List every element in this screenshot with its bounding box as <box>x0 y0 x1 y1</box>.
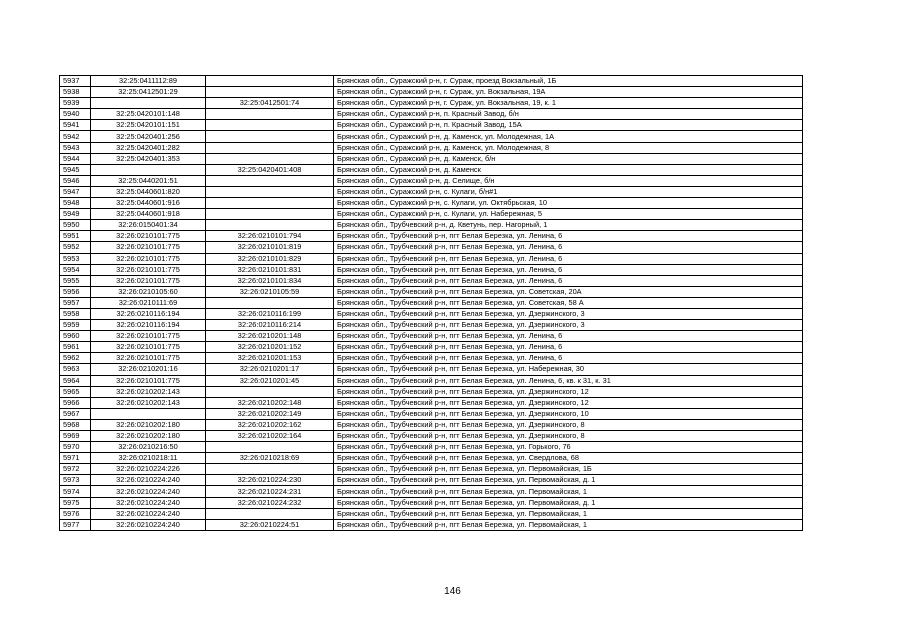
building-cadastral-number-cell <box>206 386 334 397</box>
parcel-cadastral-number-cell: 32:26:0210224:240 <box>91 497 206 508</box>
row-number-cell: 5975 <box>60 497 91 508</box>
building-cadastral-number-cell <box>206 297 334 308</box>
parcel-cadastral-number-cell: 32:26:0150401:34 <box>91 220 206 231</box>
parcel-cadastral-number-cell: 32:25:0440601:820 <box>91 186 206 197</box>
address-cell: Брянская обл., Трубчевский р-н, пгт Белая Березка, ул. Ленина, 6 <box>334 275 803 286</box>
building-cadastral-number-cell: 32:26:0210202:149 <box>206 408 334 419</box>
parcel-cadastral-number-cell: 32:26:0210116:194 <box>91 320 206 331</box>
building-cadastral-number-cell: 32:26:0210202:164 <box>206 431 334 442</box>
address-cell: Брянская обл., Трубчевский р-н, пгт Белая Березка, ул. Горького, 76 <box>334 442 803 453</box>
table-row <box>60 386 803 397</box>
parcel-cadastral-number-cell <box>91 164 206 175</box>
building-cadastral-number-cell: 32:26:0210224:231 <box>206 486 334 497</box>
table-row <box>60 375 803 386</box>
address-cell: Брянская обл., Трубчевский р-н, пгт Белая Березка, ул. Ленина, 6 <box>334 264 803 275</box>
address-cell: Брянская обл., Трубчевский р-н, пгт Белая Березка, ул. Дзержинского, 12 <box>334 386 803 397</box>
building-cadastral-number-cell: 32:26:0210201:17 <box>206 364 334 375</box>
row-number-cell: 5964 <box>60 375 91 386</box>
row-number-cell: 5967 <box>60 408 91 419</box>
table-row <box>60 353 803 364</box>
table-row <box>60 120 803 131</box>
row-number-cell: 5937 <box>60 76 91 87</box>
address-cell: Брянская обл., Суражский р-н, с. Кулаги, ул. Октябрьская, 10 <box>334 198 803 209</box>
row-number-cell: 5961 <box>60 342 91 353</box>
parcel-cadastral-number-cell: 32:26:0210224:226 <box>91 464 206 475</box>
parcel-cadastral-number-cell: 32:26:0210224:240 <box>91 519 206 530</box>
address-cell: Брянская обл., Трубчевский р-н, пгт Белая Березка, ул. Дзержинского, 3 <box>334 308 803 319</box>
parcel-cadastral-number-cell: 32:26:0210111:69 <box>91 297 206 308</box>
address-cell: Брянская обл., Трубчевский р-н, д. Кветунь, пер. Нагорный, 1 <box>334 220 803 231</box>
address-cell: Брянская обл., Трубчевский р-н, пгт Белая Березка, ул. Ленина, 6 <box>334 342 803 353</box>
table-row <box>60 87 803 98</box>
row-number-cell: 5953 <box>60 253 91 264</box>
parcel-cadastral-number-cell: 32:26:0210101:775 <box>91 264 206 275</box>
table-row <box>60 331 803 342</box>
parcel-cadastral-number-cell: 32:26:0210201:16 <box>91 364 206 375</box>
building-cadastral-number-cell: 32:26:0210202:148 <box>206 397 334 408</box>
row-number-cell: 5941 <box>60 120 91 131</box>
address-cell: Брянская обл., Суражский р-н, с. Кулаги, ул. Набережная, 5 <box>334 209 803 220</box>
table-row <box>60 519 803 530</box>
parcel-cadastral-number-cell: 32:25:0411112:89 <box>91 76 206 87</box>
address-cell: Брянская обл., Суражский р-н, д. Каменск, ул. Молодежная, 8 <box>334 142 803 153</box>
building-cadastral-number-cell: 32:26:0210218:69 <box>206 453 334 464</box>
parcel-cadastral-number-cell: 32:26:0210105:60 <box>91 286 206 297</box>
address-cell: Брянская обл., Трубчевский р-н, пгт Белая Березка, ул. Дзержинского, 10 <box>334 408 803 419</box>
address-cell: Брянская обл., Суражский р-н, д. Селище, б/н <box>334 175 803 186</box>
building-cadastral-number-cell: 32:26:0210101:831 <box>206 264 334 275</box>
table-row <box>60 297 803 308</box>
address-cell: Брянская обл., Трубчевский р-н, пгт Белая Березка, ул. Свердлова, 68 <box>334 453 803 464</box>
table-row <box>60 486 803 497</box>
table-row <box>60 397 803 408</box>
table-row <box>60 286 803 297</box>
building-cadastral-number-cell <box>206 109 334 120</box>
row-number-cell: 5977 <box>60 519 91 530</box>
parcel-cadastral-number-cell: 32:26:0210202:180 <box>91 419 206 430</box>
building-cadastral-number-cell <box>206 142 334 153</box>
building-cadastral-number-cell: 32:25:0420401:408 <box>206 164 334 175</box>
table-body <box>60 76 803 531</box>
row-number-cell: 5976 <box>60 508 91 519</box>
row-number-cell: 5971 <box>60 453 91 464</box>
building-cadastral-number-cell <box>206 220 334 231</box>
table-row <box>60 153 803 164</box>
row-number-cell: 5974 <box>60 486 91 497</box>
row-number-cell: 5946 <box>60 175 91 186</box>
table-row <box>60 264 803 275</box>
address-cell: Брянская обл., Суражский р-н, п. Красный Завод, б/н <box>334 109 803 120</box>
parcel-cadastral-number-cell: 32:26:0210218:11 <box>91 453 206 464</box>
address-cell: Брянская обл., Трубчевский р-н, пгт Белая Березка, ул. Первомайская, д. 1 <box>334 497 803 508</box>
parcel-cadastral-number-cell: 32:25:0412501:29 <box>91 87 206 98</box>
row-number-cell: 5955 <box>60 275 91 286</box>
building-cadastral-number-cell <box>206 442 334 453</box>
parcel-cadastral-number-cell: 32:25:0440601:918 <box>91 209 206 220</box>
table-row <box>60 76 803 87</box>
address-cell: Брянская обл., Трубчевский р-н, пгт Белая Березка, ул. Ленина, 6 <box>334 331 803 342</box>
building-cadastral-number-cell: 32:26:0210116:199 <box>206 308 334 319</box>
table-row <box>60 275 803 286</box>
row-number-cell: 5951 <box>60 231 91 242</box>
building-cadastral-number-cell <box>206 186 334 197</box>
building-cadastral-number-cell: 32:26:0210101:834 <box>206 275 334 286</box>
property-register-table <box>59 75 803 531</box>
address-cell: Брянская обл., Трубчевский р-н, пгт Белая Березка, ул. Советская, 58 А <box>334 297 803 308</box>
address-cell: Брянская обл., Трубчевский р-н, пгт Белая Березка, ул. Первомайская, 1 <box>334 508 803 519</box>
address-cell: Брянская обл., Трубчевский р-н, пгт Белая Березка, ул. Набережная, 30 <box>334 364 803 375</box>
parcel-cadastral-number-cell: 32:26:0210224:240 <box>91 486 206 497</box>
row-number-cell: 5944 <box>60 153 91 164</box>
row-number-cell: 5959 <box>60 320 91 331</box>
row-number-cell: 5956 <box>60 286 91 297</box>
building-cadastral-number-cell <box>206 175 334 186</box>
address-cell: Брянская обл., Трубчевский р-н, пгт Белая Березка, ул. Первомайская, 1 <box>334 519 803 530</box>
row-number-cell: 5972 <box>60 464 91 475</box>
parcel-cadastral-number-cell: 32:26:0210101:775 <box>91 231 206 242</box>
parcel-cadastral-number-cell: 32:26:0210216:50 <box>91 442 206 453</box>
parcel-cadastral-number-cell <box>91 98 206 109</box>
row-number-cell: 5942 <box>60 131 91 142</box>
address-cell: Брянская обл., Трубчевский р-н, пгт Белая Березка, ул. Ленина, 6 <box>334 231 803 242</box>
table-row <box>60 408 803 419</box>
parcel-cadastral-number-cell: 32:25:0420401:353 <box>91 153 206 164</box>
building-cadastral-number-cell <box>206 153 334 164</box>
address-cell: Брянская обл., Суражский р-н, г. Сураж, ул. Вокзальная, 19, к. 1 <box>334 98 803 109</box>
address-cell: Брянская обл., Суражский р-н, д. Каменск, ул. Молодежная, 1А <box>334 131 803 142</box>
table-row <box>60 464 803 475</box>
table-row <box>60 320 803 331</box>
parcel-cadastral-number-cell: 32:26:0210116:194 <box>91 308 206 319</box>
parcel-cadastral-number-cell: 32:26:0210101:775 <box>91 331 206 342</box>
row-number-cell: 5957 <box>60 297 91 308</box>
building-cadastral-number-cell: 32:26:0210101:819 <box>206 242 334 253</box>
parcel-cadastral-number-cell: 32:26:0210224:240 <box>91 475 206 486</box>
building-cadastral-number-cell: 32:26:0210224:230 <box>206 475 334 486</box>
building-cadastral-number-cell: 32:26:0210201:45 <box>206 375 334 386</box>
table-row <box>60 342 803 353</box>
address-cell: Брянская обл., Суражский р-н, д. Каменск, б/н <box>334 153 803 164</box>
address-cell: Брянская обл., Трубчевский р-н, пгт Белая Березка, ул. Дзержинского, 3 <box>334 320 803 331</box>
parcel-cadastral-number-cell: 32:26:0210202:143 <box>91 397 206 408</box>
table-row <box>60 231 803 242</box>
address-cell: Брянская обл., Трубчевский р-н, пгт Белая Березка, ул. Ленина, 6, кв. к 31, к. 31 <box>334 375 803 386</box>
row-number-cell: 5954 <box>60 264 91 275</box>
parcel-cadastral-number-cell: 32:25:0440201:51 <box>91 175 206 186</box>
table-row <box>60 175 803 186</box>
table-row <box>60 364 803 375</box>
table-row <box>60 508 803 519</box>
table-row <box>60 220 803 231</box>
table-row <box>60 142 803 153</box>
building-cadastral-number-cell <box>206 198 334 209</box>
building-cadastral-number-cell: 32:25:0412501:74 <box>206 98 334 109</box>
building-cadastral-number-cell: 32:26:0210105:59 <box>206 286 334 297</box>
address-cell: Брянская обл., Трубчевский р-н, пгт Белая Березка, ул. Дзержинского, 8 <box>334 431 803 442</box>
address-cell: Брянская обл., Трубчевский р-н, пгт Белая Березка, ул. Советская, 20А <box>334 286 803 297</box>
address-cell: Брянская обл., Суражский р-н, п. Красный Завод, 15А <box>334 120 803 131</box>
table-row <box>60 198 803 209</box>
building-cadastral-number-cell: 32:26:0210224:232 <box>206 497 334 508</box>
table-row <box>60 453 803 464</box>
address-cell: Брянская обл., Трубчевский р-н, пгт Белая Березка, ул. Ленина, 6 <box>334 242 803 253</box>
parcel-cadastral-number-cell: 32:26:0210202:180 <box>91 431 206 442</box>
row-number-cell: 5949 <box>60 209 91 220</box>
address-cell: Брянская обл., Суражский р-н, г. Сураж, ул. Вокзальная, 19А <box>334 87 803 98</box>
table-row <box>60 431 803 442</box>
row-number-cell: 5947 <box>60 186 91 197</box>
building-cadastral-number-cell <box>206 76 334 87</box>
parcel-cadastral-number-cell: 32:25:0420401:282 <box>91 142 206 153</box>
building-cadastral-number-cell <box>206 87 334 98</box>
building-cadastral-number-cell <box>206 209 334 220</box>
parcel-cadastral-number-cell: 32:26:0210202:143 <box>91 386 206 397</box>
table-row <box>60 419 803 430</box>
parcel-cadastral-number-cell: 32:26:0210101:775 <box>91 342 206 353</box>
building-cadastral-number-cell: 32:26:0210201:148 <box>206 331 334 342</box>
address-cell: Брянская обл., Трубчевский р-н, пгт Белая Березка, ул. Дзержинского, 12 <box>334 397 803 408</box>
row-number-cell: 5966 <box>60 397 91 408</box>
address-cell: Брянская обл., Трубчевский р-н, пгт Белая Березка, ул. Первомайская, 1 <box>334 486 803 497</box>
page-number: 146 <box>444 586 461 597</box>
parcel-cadastral-number-cell <box>91 408 206 419</box>
building-cadastral-number-cell <box>206 464 334 475</box>
address-cell: Брянская обл., Суражский р-н, д. Каменск <box>334 164 803 175</box>
parcel-cadastral-number-cell: 32:25:0440601:916 <box>91 198 206 209</box>
building-cadastral-number-cell <box>206 131 334 142</box>
address-cell: Брянская обл., Трубчевский р-н, пгт Белая Березка, ул. Дзержинского, 8 <box>334 419 803 430</box>
address-cell: Брянская обл., Трубчевский р-н, пгт Белая Березка, ул. Ленина, 6 <box>334 253 803 264</box>
table-row <box>60 497 803 508</box>
row-number-cell: 5969 <box>60 431 91 442</box>
parcel-cadastral-number-cell: 32:26:0210101:775 <box>91 375 206 386</box>
address-cell: Брянская обл., Суражский р-н, с. Кулаги, б/н#1 <box>334 186 803 197</box>
table-row <box>60 164 803 175</box>
row-number-cell: 5950 <box>60 220 91 231</box>
row-number-cell: 5938 <box>60 87 91 98</box>
building-cadastral-number-cell: 32:26:0210101:794 <box>206 231 334 242</box>
table-row <box>60 442 803 453</box>
table-row <box>60 209 803 220</box>
parcel-cadastral-number-cell: 32:25:0420401:256 <box>91 131 206 142</box>
row-number-cell: 5939 <box>60 98 91 109</box>
table-row <box>60 186 803 197</box>
parcel-cadastral-number-cell: 32:26:0210101:775 <box>91 242 206 253</box>
table-row <box>60 98 803 109</box>
row-number-cell: 5952 <box>60 242 91 253</box>
table-row <box>60 242 803 253</box>
row-number-cell: 5962 <box>60 353 91 364</box>
row-number-cell: 5943 <box>60 142 91 153</box>
table-row <box>60 475 803 486</box>
building-cadastral-number-cell <box>206 508 334 519</box>
building-cadastral-number-cell: 32:26:0210101:829 <box>206 253 334 264</box>
table-row <box>60 308 803 319</box>
building-cadastral-number-cell: 32:26:0210116:214 <box>206 320 334 331</box>
row-number-cell: 5965 <box>60 386 91 397</box>
address-cell: Брянская обл., Трубчевский р-н, пгт Белая Березка, ул. Первомайская, 1Б <box>334 464 803 475</box>
building-cadastral-number-cell: 32:26:0210224:51 <box>206 519 334 530</box>
row-number-cell: 5973 <box>60 475 91 486</box>
parcel-cadastral-number-cell: 32:26:0210224:240 <box>91 508 206 519</box>
row-number-cell: 5948 <box>60 198 91 209</box>
row-number-cell: 5970 <box>60 442 91 453</box>
row-number-cell: 5968 <box>60 419 91 430</box>
address-cell: Брянская обл., Суражский р-н, г. Сураж, проезд Вокзальный, 1Б <box>334 76 803 87</box>
table-row <box>60 253 803 264</box>
building-cadastral-number-cell: 32:26:0210202:162 <box>206 419 334 430</box>
row-number-cell: 5945 <box>60 164 91 175</box>
table-row <box>60 131 803 142</box>
address-cell: Брянская обл., Трубчевский р-н, пгт Белая Березка, ул. Первомайская, д. 1 <box>334 475 803 486</box>
parcel-cadastral-number-cell: 32:26:0210101:775 <box>91 253 206 264</box>
building-cadastral-number-cell: 32:26:0210201:152 <box>206 342 334 353</box>
table-row <box>60 109 803 120</box>
building-cadastral-number-cell: 32:26:0210201:153 <box>206 353 334 364</box>
parcel-cadastral-number-cell: 32:25:0420101:148 <box>91 109 206 120</box>
parcel-cadastral-number-cell: 32:26:0210101:775 <box>91 353 206 364</box>
parcel-cadastral-number-cell: 32:26:0210101:775 <box>91 275 206 286</box>
address-cell: Брянская обл., Трубчевский р-н, пгт Белая Березка, ул. Ленина, 6 <box>334 353 803 364</box>
parcel-cadastral-number-cell: 32:25:0420101:151 <box>91 120 206 131</box>
row-number-cell: 5958 <box>60 308 91 319</box>
row-number-cell: 5963 <box>60 364 91 375</box>
row-number-cell: 5940 <box>60 109 91 120</box>
row-number-cell: 5960 <box>60 331 91 342</box>
building-cadastral-number-cell <box>206 120 334 131</box>
